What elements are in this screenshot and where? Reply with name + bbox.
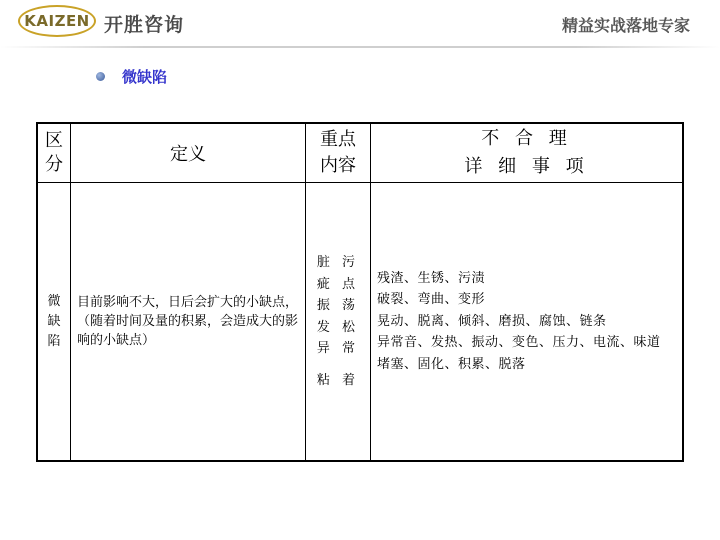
kaizen-logo — [18, 5, 96, 37]
table-header-row — [37, 123, 683, 183]
key-item: 振 荡 — [316, 298, 360, 313]
spacer — [306, 360, 370, 370]
header-key-line: 重点 — [320, 129, 356, 150]
header-category-line: 区 — [45, 130, 63, 151]
category-cell — [37, 183, 71, 462]
header-category-line: 分 — [45, 154, 63, 175]
header-divider — [0, 46, 720, 48]
header-key-content — [306, 123, 371, 183]
header-category — [37, 123, 71, 183]
detail-item: 堵塞、固化、积累、脱落 — [377, 356, 526, 372]
detail-item: 残渣、生锈、污渍 — [377, 270, 486, 286]
tagline: 精益实战落地专家 — [561, 16, 690, 35]
section-title: 微缺陷 — [122, 68, 168, 86]
key-item: 异 常 — [316, 341, 360, 356]
header — [0, 0, 720, 48]
key-item: 脏 污 — [316, 255, 360, 270]
category-char: 缺 — [47, 313, 61, 329]
header-definition: 定义 — [71, 123, 306, 183]
key-item: 发 松 — [316, 319, 360, 335]
section-heading — [96, 66, 167, 87]
detail-item: 异常音、发热、振动、变色、压力、电流、味道 — [377, 335, 661, 351]
details-cell — [371, 183, 684, 462]
header-details-line: 详 细 事 项 — [464, 156, 589, 177]
header-details-line: 不 合 理 — [481, 128, 572, 149]
bullet-icon — [96, 72, 105, 81]
defect-table — [36, 122, 684, 462]
category-char: 微 — [47, 293, 61, 309]
header-details — [371, 123, 684, 183]
detail-item: 晃动、脱离、倾斜、磨损、腐蚀、链条 — [377, 313, 607, 329]
category-char: 陷 — [47, 333, 61, 349]
table-row — [37, 183, 683, 462]
company-name: 开胜咨询 — [104, 14, 185, 36]
header-key-line: 内容 — [320, 155, 356, 176]
logo-text: KAIZEN — [24, 12, 90, 30]
key-item: 粘 着 — [316, 372, 360, 388]
key-content-cell — [306, 183, 371, 462]
definition-cell: 目前影响不大，日后会扩大的小缺点，（随着时间及量的积累，会造成大的影响的小缺点） — [71, 183, 306, 462]
detail-item: 破裂、弯曲、变形 — [377, 292, 486, 308]
key-item: 疵 点 — [316, 276, 360, 292]
